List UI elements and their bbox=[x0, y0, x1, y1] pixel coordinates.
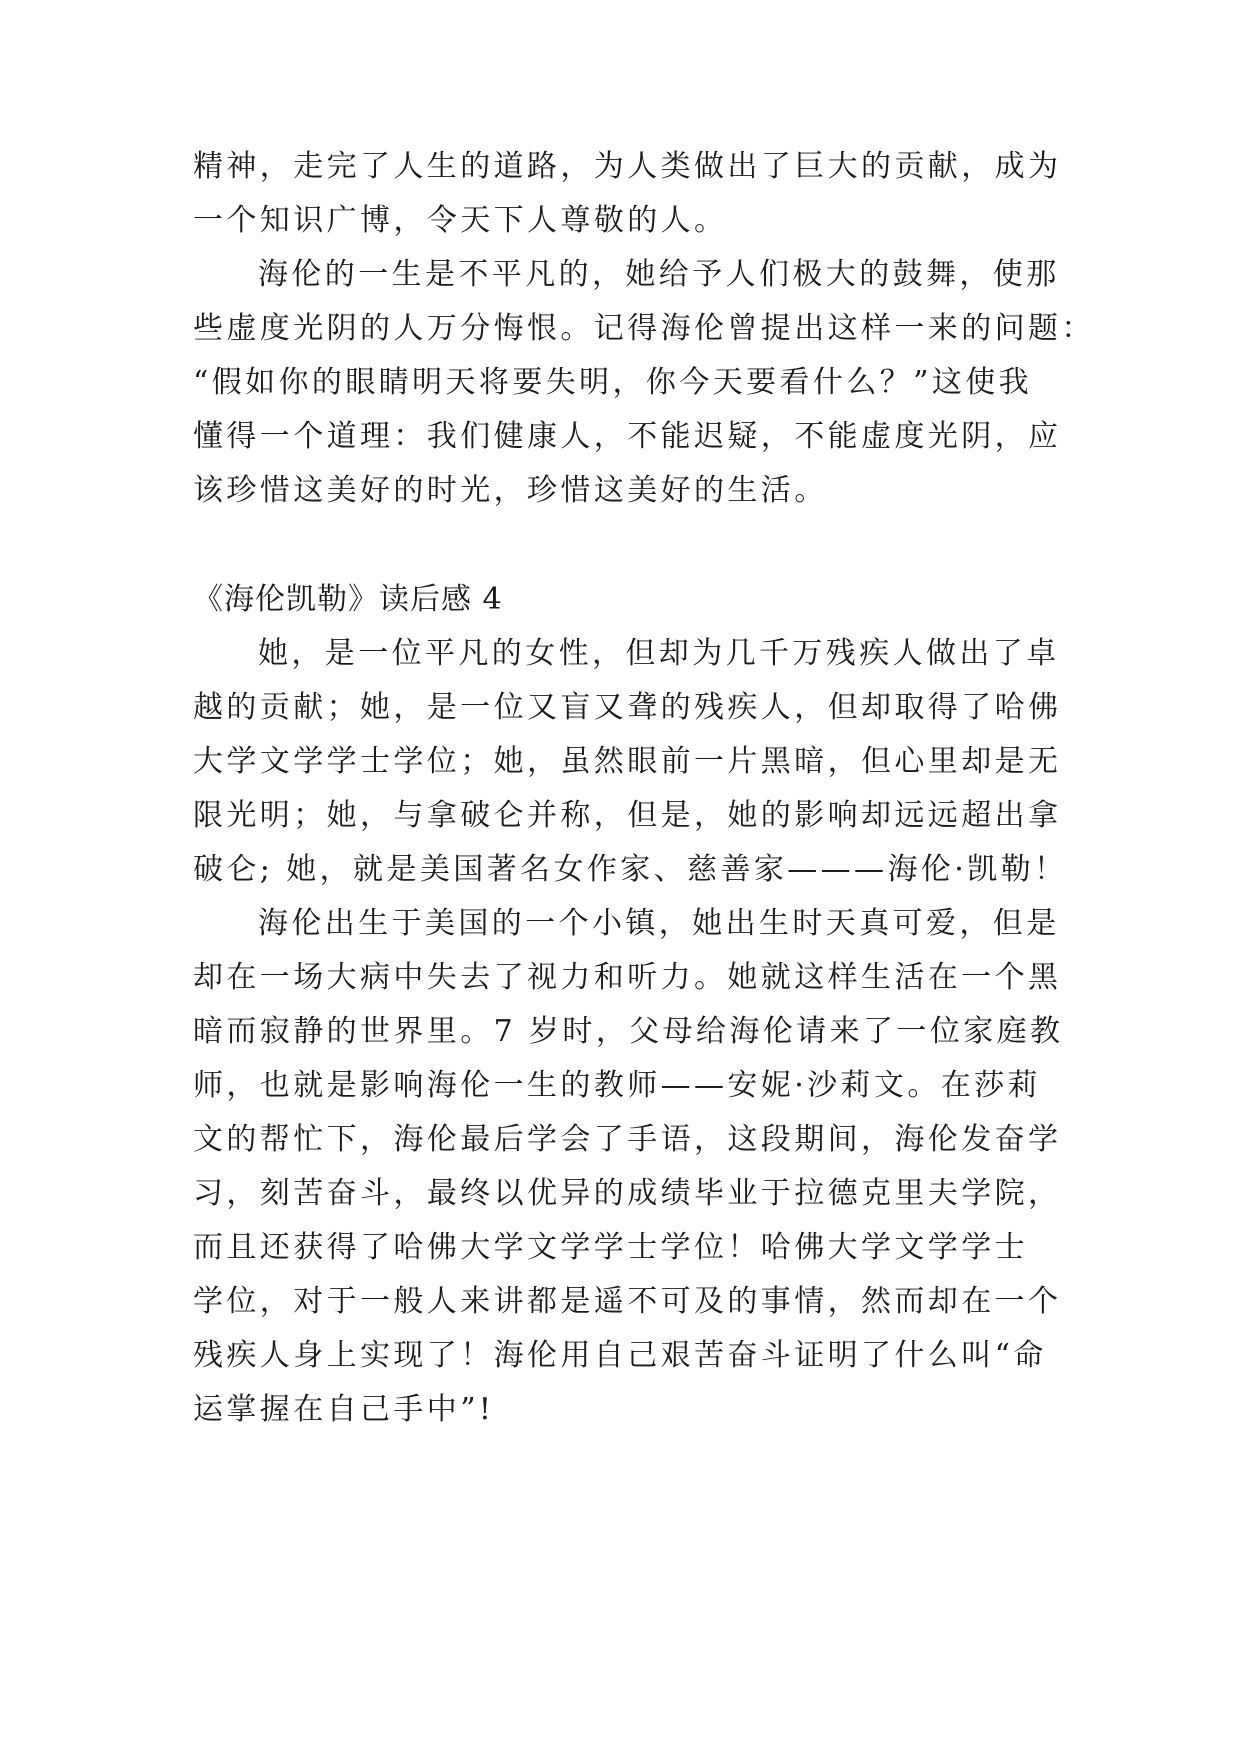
text-line: 师，也就是影响海伦一生的教师——安妮·沙莉文。在莎莉 bbox=[193, 1068, 1041, 1103]
paragraph-first-line: 她，是一位平凡的女性，但却为几千万残疾人做出了卓 bbox=[258, 636, 1060, 671]
paragraph-first-line: 海伦的一生是不平凡的，她给予人们极大的鼓舞，使那 bbox=[258, 257, 1060, 292]
text-line: 残疾人身上实现了！海伦用自己艰苦奋斗证明了什么叫“命 bbox=[193, 1338, 1047, 1373]
paragraph-first-line: 海伦出生于美国的一个小镇，她出生时天真可爱，但是 bbox=[258, 906, 1060, 941]
text-line: 一个知识广博，令天下人尊敬的人。 bbox=[193, 203, 728, 238]
text-line: “假如你的眼睛明天将要失明，你今天要看什么？”这使我 bbox=[193, 365, 1033, 400]
text-line: 却在一场大病中失去了视力和听力。她就这样生活在一个黑 bbox=[193, 960, 1062, 995]
text-line: 大学文学学士学位；她，虽然眼前一片黑暗，但心里却是无 bbox=[193, 744, 1062, 779]
text-line: 暗而寂静的世界里。7 岁时，父母给海伦请来了一位家庭教 bbox=[193, 1014, 1064, 1049]
text-line: 破仑; 她，就是美国著名女作家、慈善家———海伦·凯勒！ bbox=[193, 852, 1068, 887]
text-line: 文的帮忙下，海伦最后学会了手语，这段期间，海伦发奋学 bbox=[193, 1122, 1062, 1157]
text-line: 学位，对于一般人来讲都是遥不可及的事情，然而却在一个 bbox=[193, 1284, 1062, 1319]
text-line: 懂得一个道理：我们健康人，不能迟疑，不能虚度光阴，应 bbox=[193, 419, 1062, 454]
text-line: 限光明；她，与拿破仑并称，但是，她的影响却远远超出拿 bbox=[193, 798, 1062, 833]
text-line: 运掌握在自己手中”! bbox=[193, 1392, 495, 1427]
text-line: 习，刻苦奋斗，最终以优异的成绩毕业于拉德克里夫学院， bbox=[193, 1176, 1062, 1211]
text-line: 而且还获得了哈佛大学文学学士学位！哈佛大学文学学士 bbox=[193, 1230, 1028, 1265]
text-line: 精神，走完了人生的道路，为人类做出了巨大的贡献，成为 bbox=[193, 149, 1062, 184]
section-heading: 《海伦凯勒》读后感 4 bbox=[193, 582, 503, 617]
text-line: 些虚度光阴的人万分悔恨。记得海伦曾提出这样一来的问题： bbox=[193, 311, 1095, 346]
text-line: 越的贡献；她，是一位又盲又聋的残疾人，但却取得了哈佛 bbox=[193, 690, 1062, 725]
text-line: 该珍惜这美好的时光，珍惜这美好的生活。 bbox=[193, 473, 828, 508]
